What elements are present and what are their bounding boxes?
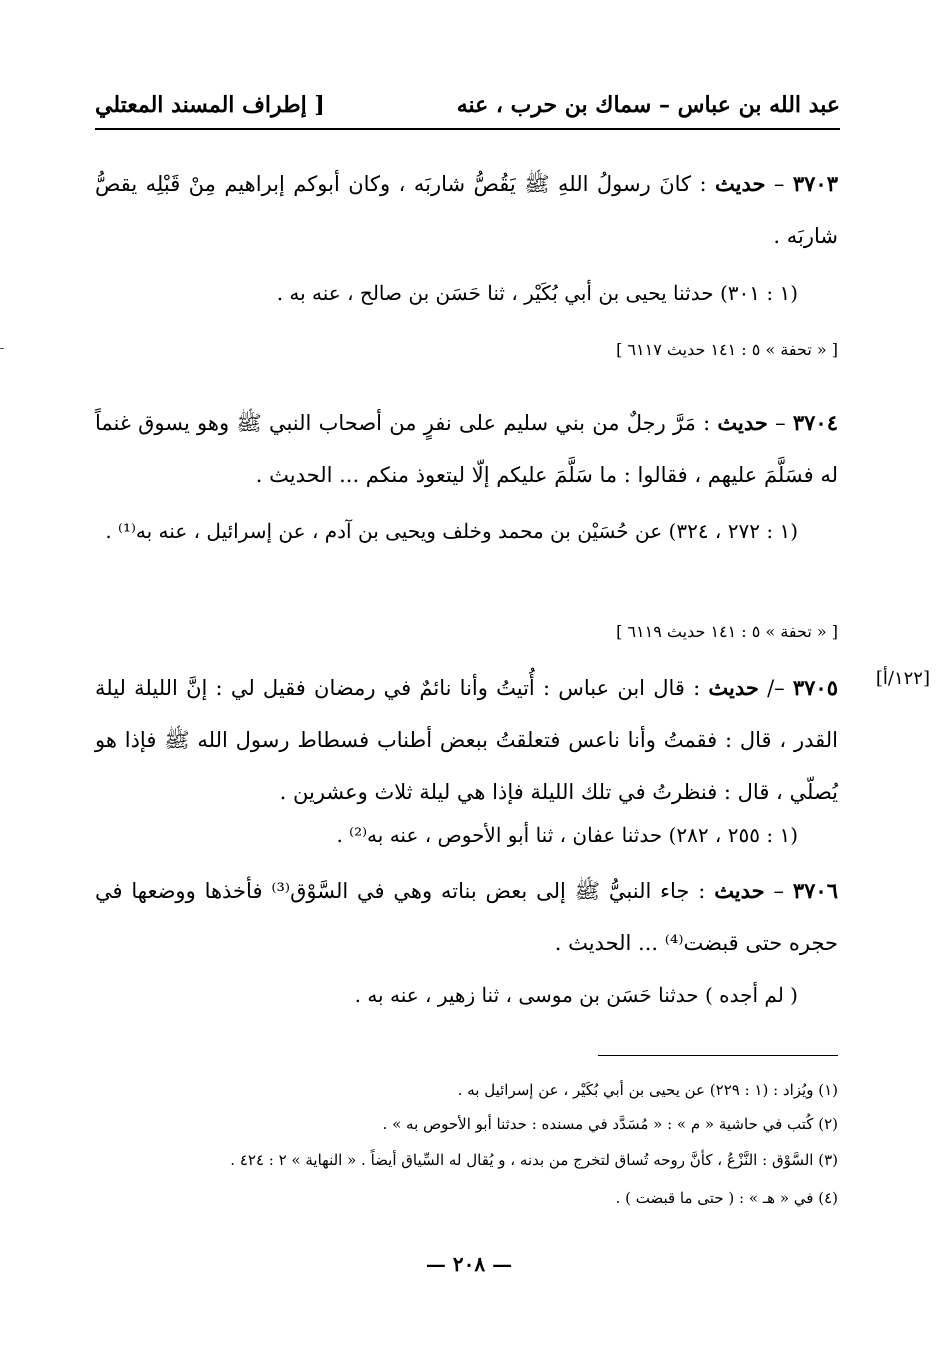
- header-book-title: [ إطراف المسند المعتلي: [95, 92, 325, 118]
- hadith-keyword: حديث: [714, 171, 766, 196]
- footnote-separator: [598, 1055, 838, 1056]
- hadith-3703-tuhfa-ref: [ « تحفة » ٥ : ١٤١ حديث ٦١١٧ ]: [616, 340, 838, 359]
- hadith-3703: [95, 158, 838, 262]
- hadith-keyword: حديث: [708, 675, 759, 700]
- running-header: [95, 92, 840, 126]
- hadith-dash: –: [767, 411, 793, 435]
- hadith-3705-source: (١ : ٢٥٥ ، ٢٨٢) حدثنا عفان ، ثنا أبو الأحوص ، عنه به⁽²⁾ .: [336, 823, 798, 847]
- hadith-3704: [95, 397, 838, 501]
- hadith-3706: [95, 865, 838, 969]
- hadith-3704-source: (١ : ٢٧٢ ، ٣٢٤) عن حُسَيْن بن محمد وخلف ويحيى بن آدم ، عن إسرائيل ، عنه به⁽¹⁾ .: [105, 519, 798, 543]
- hadith-dash: –: [765, 172, 793, 196]
- header-rule: [95, 128, 840, 130]
- hadith-3706-source: ( لم أجده ) حدثنا حَسَن بن موسى ، ثنا زهير ، عنه به .: [354, 983, 798, 1007]
- hadith-3705: [95, 662, 838, 818]
- hadith-number: ٣٧٠٦: [792, 878, 838, 903]
- footnote-2: (٢) كُتب في حاشية « م » : « مُسَدَّد في مسنده : حدثنا أبو الأحوص به » .: [382, 1115, 838, 1133]
- hadith-3704-tuhfa-ref: [ « تحفة » ٥ : ١٤١ حديث ٦١١٩ ]: [616, 622, 838, 641]
- manuscript-folio-marker: [١٢٢/أ]: [875, 668, 930, 689]
- page-number: — ٢٠٨ —: [425, 1252, 513, 1276]
- hadith-number: ٣٧٠٤: [792, 410, 838, 435]
- hadith-text: : قال ابن عباس : أُتيتُ وأنا نائمٌ في رمضان فقيل لي : إنَّ الليلة ليلة القدر ، قال : فقمتُ وأنا ناعس فتعلقتُ ببعض أطناب فسطاط رسول الله ﷺ فإذا هو يُصلّي ، قال : فنظرتُ في تلك الليلة فإذا هي ليلة ثلاث وعشرين .: [95, 676, 838, 804]
- hadith-dash: –: [764, 879, 793, 903]
- hadith-dash: –/: [758, 676, 793, 700]
- hadith-3703-source: (١ : ٣٠١) حدثنا يحيى بن أبي بُكَيْر ، ثنا حَسَن بن صالح ، عنه به .: [276, 281, 798, 305]
- hadith-keyword: حديث: [714, 878, 765, 903]
- footnote-1: (١) ويُزاد : (١ : ٢٢٩) عن يحيى بن أبي بُكَيْر ، عن إسرائيل به .: [457, 1081, 838, 1099]
- hadith-text: : مَرَّ رجلٌ من بني سليم على نفرٍ من أصحاب النبي ﷺ وهو يسوق غنماً له فسَلَّمَ عليهم ، فقالوا : ما سَلَّمَ عليكم إلّا ليتعوذ منكم ... الحديث .: [95, 411, 838, 487]
- hadith-keyword: حديث: [717, 410, 768, 435]
- scan-mark: [0, 348, 4, 349]
- hadith-text: : جاء النبيُّ ﷺ إلى بعض بناته وهي في السَّوْق⁽³⁾ فأخذها ووضعها في حجره حتى قبضت⁽⁴⁾ ... الحديث .: [95, 879, 838, 955]
- footnote-3: (٣) السَّوْق : النَّزْعُ ، كأنَّ روحه تُساق لتخرج من بدنه ، و يُقال له السِّياق أيضاً . « النهاية » ٢ : ٤٢٤ .: [230, 1151, 838, 1169]
- hadith-number: ٣٧٠٥: [792, 675, 838, 700]
- hadith-number: ٣٧٠٣: [792, 171, 838, 196]
- footnote-4: (٤) في « هـ » : ( حتى ما قبضت ) .: [615, 1189, 838, 1207]
- header-chapter-title: عبد الله بن عباس – سماك بن حرب ، عنه: [456, 92, 840, 118]
- hadith-text: : كانَ رسولُ اللهِ ﷺ يَقُصُّ شاربَه ، وكان أبوكم إبراهيم مِنْ قَبْلِه يقصُّ شاربَه .: [95, 172, 838, 248]
